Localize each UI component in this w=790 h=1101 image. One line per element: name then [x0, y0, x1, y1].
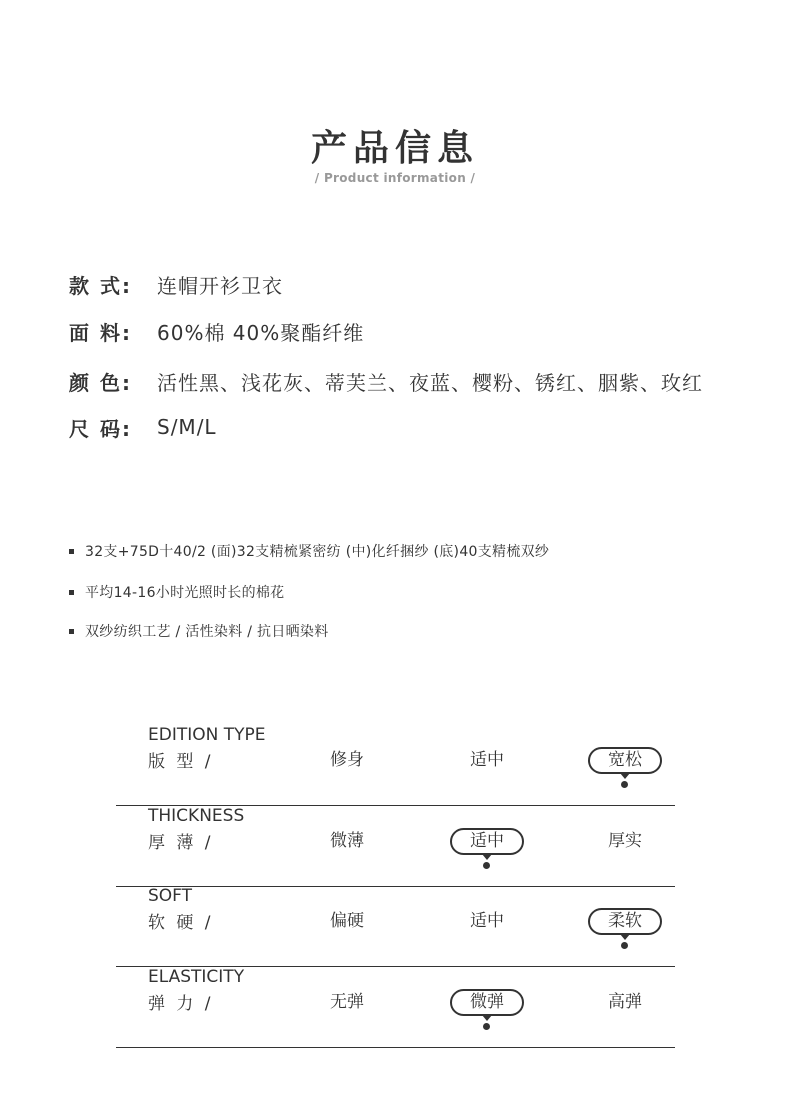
spec-value: 连帽开衫卫衣: [157, 273, 283, 298]
spec-row-style: [69, 269, 283, 299]
attribute-en-label: EDITION TYPE: [148, 725, 266, 745]
attribute-option: 偏硬: [330, 911, 364, 931]
spec-row-size: [69, 412, 217, 442]
bullet-icon: [69, 590, 74, 595]
spec-label: 颜 色:: [69, 370, 132, 395]
attribute-option: 适中: [470, 911, 504, 931]
attribute-cn-label: 弹 力 /: [148, 994, 214, 1014]
pointer-icon: [482, 854, 492, 860]
spec-value: 60%棉 40%聚酯纤维: [157, 320, 365, 345]
spec-value: 活性黑、浅花灰、蒂芙兰、夜蓝、樱粉、锈红、胭紫、玫红: [157, 370, 703, 395]
attribute-en-label: ELASTICITY: [148, 967, 245, 987]
attribute-option: 微薄: [330, 831, 364, 851]
spec-row-color: [69, 366, 703, 396]
marker-dot-icon: [483, 1023, 490, 1030]
page-subtitle: / Product information /: [314, 171, 476, 185]
pointer-icon: [620, 934, 630, 940]
feature-item: [69, 621, 329, 641]
attribute-option: 修身: [330, 750, 364, 770]
attribute-option: 厚实: [608, 831, 642, 851]
attribute-cn-label: 厚 薄 /: [148, 833, 214, 853]
scale-line: [116, 1047, 675, 1048]
attribute-cn-label: 软 硬 /: [148, 913, 214, 933]
feature-text: 平均14-16小时光照时长的棉花: [85, 585, 285, 601]
spec-label: 尺 码:: [69, 416, 132, 441]
attribute-option-selected: 微弹: [450, 989, 524, 1016]
attribute-option-selected: 宽松: [588, 747, 662, 774]
attribute-option-selected: 柔软: [588, 908, 662, 935]
marker-dot-icon: [483, 862, 490, 869]
pointer-icon: [482, 1015, 492, 1021]
attribute-en-label: SOFT: [148, 886, 193, 906]
spec-value: S/M/L: [157, 415, 217, 439]
bullet-icon: [69, 549, 74, 554]
bullet-icon: [69, 629, 74, 634]
feature-text: 双纱纺织工艺 / 活性染料 / 抗日晒染料: [85, 624, 329, 640]
feature-item: [69, 582, 284, 602]
attribute-option: 适中: [470, 750, 504, 770]
pointer-icon: [620, 773, 630, 779]
attribute-option: 高弹: [608, 992, 642, 1012]
feature-item: [69, 541, 549, 561]
attribute-cn-label: 版 型 /: [148, 752, 214, 772]
attribute-row-edition-type: [116, 725, 675, 806]
marker-dot-icon: [621, 781, 628, 788]
attribute-row-thickness: [116, 806, 675, 887]
attribute-option: 无弹: [330, 992, 364, 1012]
feature-text: 32支+75D十40/2 (面)32支精梳紧密纺 (中)化纤捆纱 (底)40支精梳双纱: [85, 544, 550, 560]
attribute-row-elasticity: [116, 967, 675, 1048]
marker-dot-icon: [621, 942, 628, 949]
attribute-option-selected: 适中: [450, 828, 524, 855]
attribute-en-label: THICKNESS: [148, 806, 245, 826]
spec-row-fabric: [69, 316, 364, 346]
page-title: 产品信息: [310, 128, 479, 169]
spec-label: 款 式:: [69, 273, 132, 298]
attribute-row-soft: [116, 886, 675, 967]
spec-label: 面 料:: [69, 320, 132, 345]
